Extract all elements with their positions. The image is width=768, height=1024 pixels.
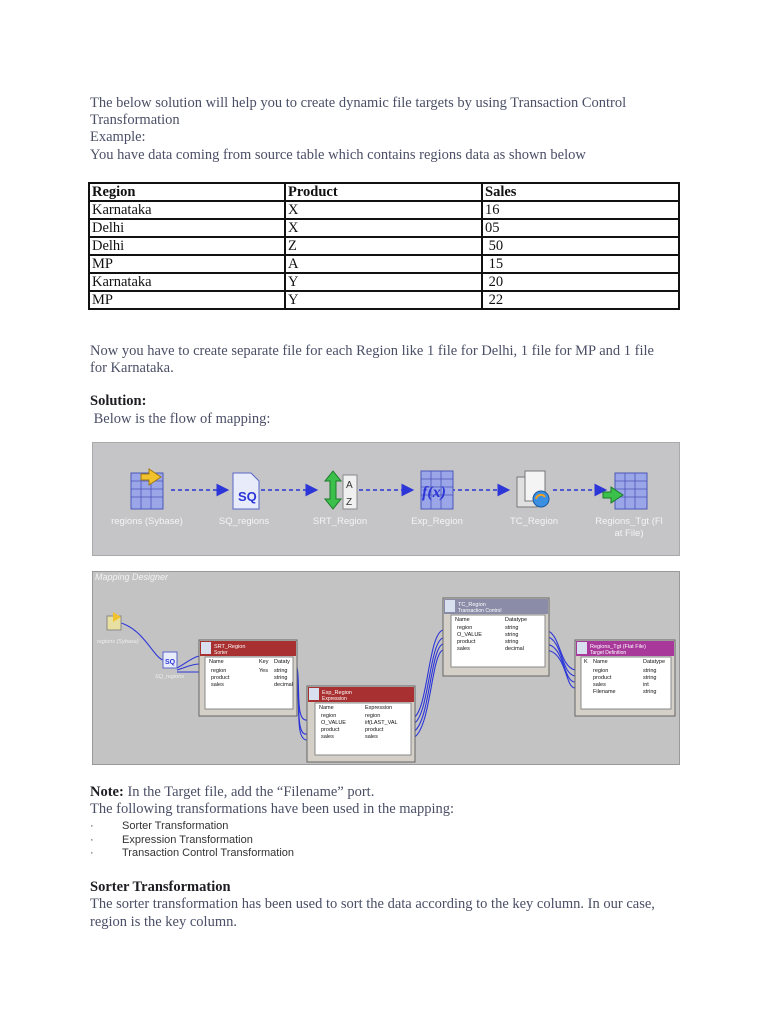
separate-file-line-2: for Karnataka. [90, 360, 174, 376]
md-sorter-r2c0: sales [211, 682, 224, 688]
node-label-target-2: at File) [614, 528, 644, 539]
md-sorter-r2c2: decimal [274, 682, 293, 688]
source-table-icon [131, 469, 163, 509]
table-row [89, 219, 679, 237]
md-tc-r0c0: region [457, 625, 473, 631]
note-paragraph [90, 784, 374, 802]
md-tgt-r2c2: int [643, 682, 649, 688]
cell-sales: 05 [482, 219, 679, 237]
target-table-icon [603, 473, 647, 509]
md-tc-r3c0: sales [457, 646, 470, 652]
transformations-intro: The following transformations have been used in the mapping: [90, 801, 455, 817]
header-region: Region [89, 183, 285, 201]
source-description: You have data coming from source table which contains regions data as shown below [90, 147, 586, 163]
md-tgt-r2c1: sales [593, 682, 606, 688]
header-product: Product [285, 183, 482, 201]
header-sales: Sales [482, 183, 679, 201]
md-sorter-r0c0: region [211, 668, 227, 674]
example-label: Example: [90, 129, 146, 145]
md-tc-r3c1: decimal [505, 646, 524, 652]
svg-text:A: A [346, 480, 353, 491]
node-label-source: regions (Sybase) [111, 516, 183, 527]
table-header-row [89, 183, 679, 201]
bullet-dot: · [90, 820, 94, 832]
node-label-target-1: Regions_Tgt (Fl [595, 516, 663, 527]
md-exp-r0c1: region [365, 713, 381, 719]
table-row [89, 237, 679, 255]
mapping-designer-screenshot [92, 571, 680, 765]
md-tc-r1c0: O_VALUE [457, 632, 482, 638]
md-sorter-r0c1: Yes [259, 668, 268, 674]
mapping-flow-diagram [92, 442, 680, 556]
cell-product: A [285, 255, 482, 273]
cell-product: Y [285, 273, 482, 291]
sorter-heading: Sorter Transformation [90, 879, 231, 895]
md-sorter-h1: Key [259, 659, 269, 665]
md-tgt-r1c1: product [593, 675, 612, 681]
md-sorter-r1c0: product [211, 675, 230, 681]
md-tgt-r0c1: region [593, 668, 609, 674]
md-exp-r1c0: O_VALUE [321, 720, 346, 726]
cell-region: Karnataka [89, 273, 285, 291]
sorter-icon [325, 471, 357, 509]
md-tgt-title: Regions_Tgt (Flat File) [590, 644, 646, 650]
separate-file-line-1: Now you have to create separate file for each Region like 1 file for Delhi, 1 file for MP and 1 file [90, 343, 654, 359]
md-tc-subtitle: Transaction Control [458, 608, 502, 614]
md-tgt-h2: Datatype [643, 659, 666, 665]
md-sq-label: SQ_regions [155, 674, 185, 680]
cell-product: X [285, 219, 482, 237]
md-exp-r2c0: product [321, 727, 340, 733]
cell-region: MP [89, 291, 285, 309]
md-tc-h0: Name [455, 617, 470, 623]
md-tc-r2c0: product [457, 639, 476, 645]
md-sorter-h2: Dataty [274, 659, 290, 665]
md-sorter-r0c2: string [274, 668, 288, 674]
list-item-label: Expression Transformation [122, 833, 253, 846]
md-sorter-box [199, 640, 297, 716]
svg-text:SQ: SQ [238, 489, 257, 504]
md-exp-r0c0: region [321, 713, 337, 719]
source-qualifier-icon [233, 473, 259, 509]
solution-heading: Solution: [90, 393, 147, 409]
md-exp-subtitle: Expression [322, 696, 347, 702]
bullet-dot: · [90, 833, 94, 846]
intro-line-2: Transformation [90, 112, 180, 128]
md-exp-h1: Expression [365, 705, 393, 711]
table-row [89, 255, 679, 273]
md-source-icon [107, 612, 121, 630]
md-exp-r2c1: product [365, 727, 384, 733]
note-text: In the Target file, add the “Filename” port. [123, 784, 375, 800]
md-tc-r0c1: string [505, 625, 519, 631]
cell-region: MP [89, 255, 285, 273]
md-tgt-r0c2: string [643, 668, 657, 674]
table-row [89, 201, 679, 219]
cell-sales: 22 [482, 291, 679, 309]
table-row [89, 273, 679, 291]
cell-product: X [285, 201, 482, 219]
md-exp-title: Exp_Region [322, 690, 352, 696]
cell-product: Y [285, 291, 482, 309]
md-tc-r2c1: string [505, 639, 519, 645]
md-tc-r1c1: string [505, 632, 519, 638]
list-item-label: Transaction Control Transformation [122, 847, 294, 859]
cell-region: Delhi [89, 237, 285, 255]
regions-table [88, 182, 680, 310]
md-exp-r3c0: sales [321, 734, 334, 740]
md-sorter-r1c2: string [274, 675, 288, 681]
md-tgt-r1c2: string [643, 675, 657, 681]
note-label: Note: [90, 784, 124, 800]
md-tgt-r3c2: string [643, 689, 657, 695]
mapping-designer-title: Mapping Designer [95, 572, 169, 582]
md-tgt-subtitle: Target Definition [590, 650, 627, 656]
md-tgt-r3c1: Filename [593, 689, 616, 695]
md-sorter-subtitle: Sorter [214, 650, 228, 656]
list-item-label: Sorter Transformation [122, 820, 229, 832]
transaction-control-icon [517, 471, 549, 507]
node-label-expression: Exp_Region [411, 516, 463, 527]
md-sorter-h0: Name [209, 659, 224, 665]
cell-sales: 50 [482, 237, 679, 255]
cell-sales: 15 [482, 255, 679, 273]
md-sorter-title: SRT_Region [214, 644, 246, 650]
svg-text:f(x): f(x) [422, 484, 446, 501]
table-row [89, 291, 679, 309]
cell-region: Karnataka [89, 201, 285, 219]
md-tgt-h0: K [584, 659, 588, 665]
md-exp-r3c1: sales [365, 734, 378, 740]
md-sq-icon [163, 652, 177, 668]
md-tc-box [443, 598, 549, 676]
md-exp-h0: Name [319, 705, 334, 711]
expression-icon [421, 471, 453, 509]
cell-sales: 16 [482, 201, 679, 219]
sorter-line-1: The sorter transformation has been used to sort the data according to the key column. In our case, [90, 896, 655, 912]
svg-text:Z: Z [346, 497, 353, 508]
md-expression-box [307, 686, 415, 762]
cell-product: Z [285, 237, 482, 255]
md-target-box [575, 640, 675, 716]
flow-intro: Below is the flow of mapping: [90, 411, 271, 427]
cell-sales: 20 [482, 273, 679, 291]
md-tc-title: TC_Region [458, 602, 486, 608]
cell-region: Delhi [89, 219, 285, 237]
node-label-tc: TC_Region [509, 516, 559, 527]
svg-text:SQ: SQ [165, 659, 176, 666]
node-label-sq: SQ_regions [218, 516, 270, 527]
md-tc-h1: Datatype [505, 617, 528, 623]
md-source-label: regions (Sybase) [97, 639, 139, 645]
md-exp-r1c1: iif(LAST_VAL [365, 720, 398, 726]
sorter-line-2: region is the key column. [90, 914, 237, 930]
node-label-sorter: SRT_Region [312, 516, 368, 527]
md-tgt-h1: Name [593, 659, 608, 665]
bullet-dot: · [90, 847, 94, 859]
intro-line-1: The below solution will help you to create dynamic file targets by using Transaction Control [90, 95, 627, 111]
